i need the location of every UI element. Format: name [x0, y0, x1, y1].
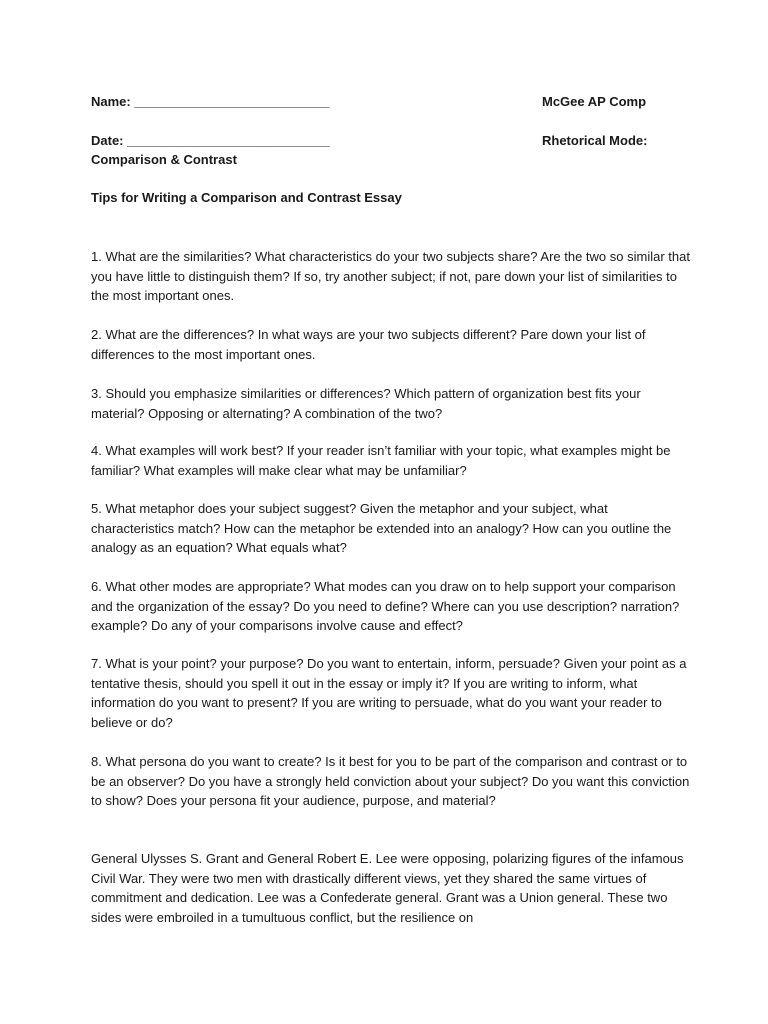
tip-1: 1. What are the similarities? What characteristics do your two subjects share? Are the two so similar that you have little to distinguish them? If so, try another subject; if not, pare down your list of similarities to the most important ones. [91, 249, 690, 303]
tip-4: 4. What examples will work best? If your reader isn’t familiar with your topic, what examples might be familiar? What examples will make clear what may be unfamiliar? [91, 443, 671, 478]
tip-2: 2. What are the differences? In what ways are your two subjects different? Pare down your list of differences to the most important ones. [91, 327, 646, 362]
date-line: Date: ____________________________ [91, 133, 330, 148]
rhetorical-mode-value: Comparison & Contrast [91, 152, 237, 167]
essay-excerpt: General Ulysses S. Grant and General Robert E. Lee were opposing, polarizing figures of the infamous Civil War. They were two men with drastically different views, yet they shared the same virtues of commitment and dedication. Lee was a Confederate general. Grant was a Union general. These two sides were embroiled in a tumultuous conflict, but the resilience on [91, 851, 684, 925]
rhetorical-mode-label: Rhetorical Mode: [542, 133, 648, 148]
tip-6: 6. What other modes are appropriate? What modes can you draw on to help support your comparison and the organization of the essay? Do you need to define? Where can you use description? narration? example? Do any of your comparisons involve cause and effect? [91, 579, 680, 633]
page-title: Tips for Writing a Comparison and Contrast Essay [91, 190, 402, 205]
tip-7: 7. What is your point? your purpose? Do you want to entertain, inform, persuade? Given your point as a tentative thesis, should you spell it out in the essay or imply it? If you are writing to inform, what information do you want to present? If you are writing to persuade, what do you want your reader to believe or do? [91, 656, 687, 730]
tip-3: 3. Should you emphasize similarities or differences? Which pattern of organization best fits your material? Opposing or alternating? A combination of the two? [91, 386, 641, 421]
tip-8: 8. What persona do you want to create? Is it best for you to be part of the comparison and contrast or to be an observer? Do you have a strongly held conviction about your subject? Do you want this conviction to show? Does your persona fit your audience, purpose, and material? [91, 754, 690, 808]
tip-5: 5. What metaphor does your subject suggest? Given the metaphor and your subject, what characteristics match? How can the metaphor be extended into an analogy? How can you outline the analogy as an equation? What equals what? [91, 501, 672, 555]
course-label: McGee AP Comp [542, 94, 647, 109]
name-line: Name: ___________________________ [91, 94, 330, 109]
